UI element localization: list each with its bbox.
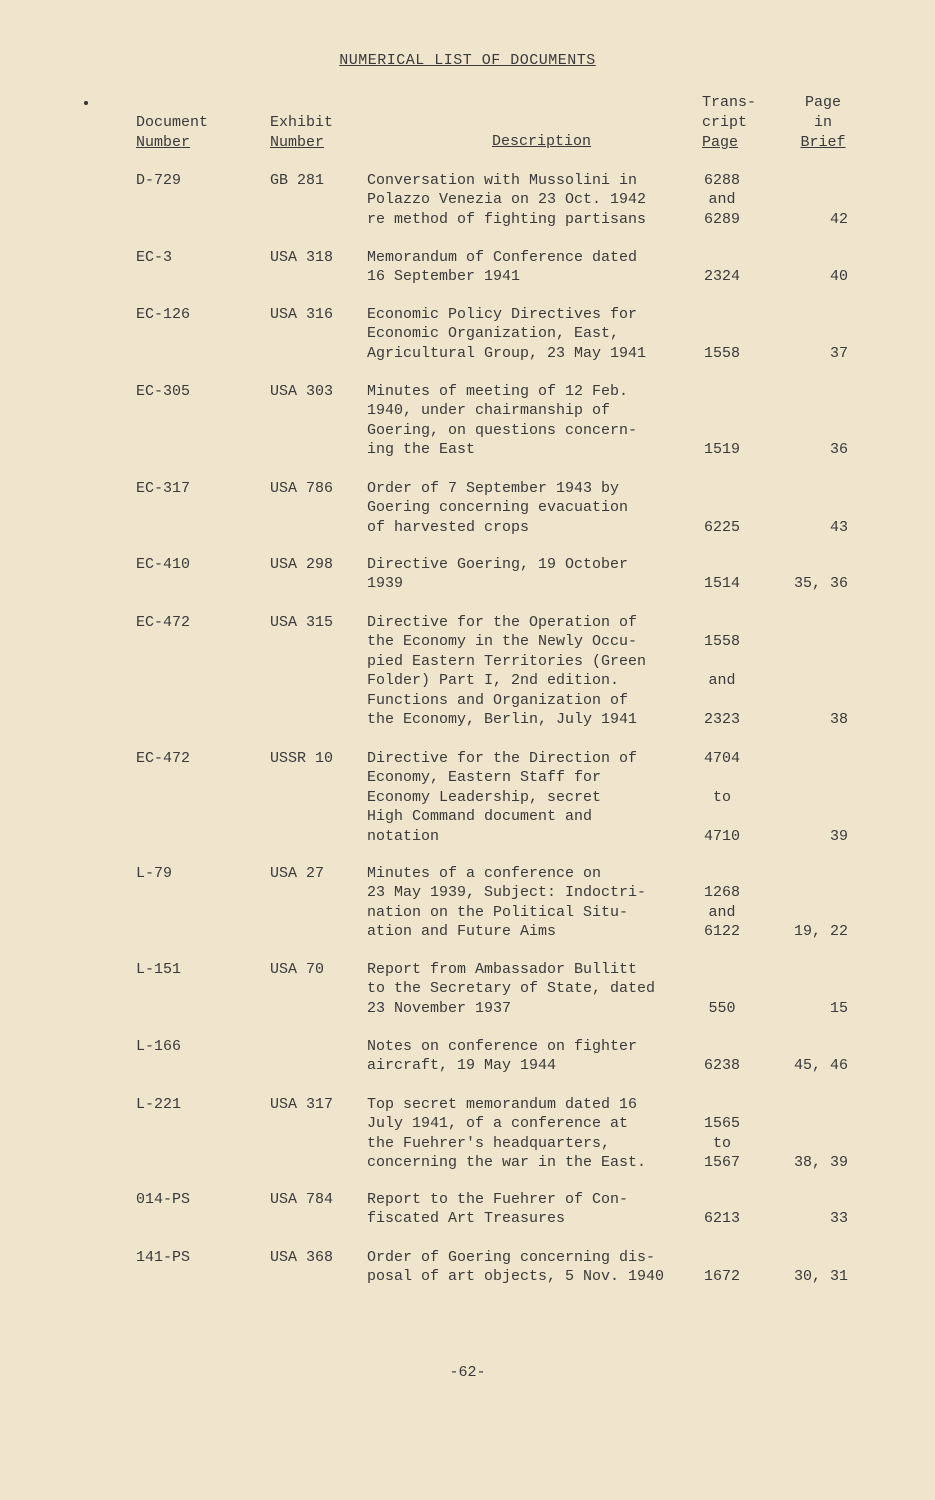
exhibit-number: GB 281 (270, 172, 325, 189)
description: Report from Ambassador Bullitt to the Secretary of State, dated 23 November 1937 (367, 961, 656, 1017)
page-in-brief: 42 (829, 210, 848, 228)
description: Economic Policy Directives for Economic Organization, East, Agricultural Group, 23 May 1941 (367, 306, 647, 362)
document-number: EC-410 (136, 556, 191, 573)
description: Order of Goering concerning dis- posal of art objects, 5 Nov. 1940 (367, 1249, 665, 1286)
transcript-page: 1514 (703, 575, 740, 593)
header-exhibit-number: Exhibit Number (270, 114, 334, 151)
description: Directive for the Operation of the Economy in the Newly Occu- pied Eastern Territories (Green Folder) Part I, 2nd edition. Functions and Organization of the Economy, Berlin, July 1941 (367, 614, 647, 729)
page-in-brief: 40 (829, 268, 848, 286)
exhibit-number: USA 298 (270, 556, 334, 573)
page-in-brief: 15 (829, 999, 848, 1017)
page-number: -62- (449, 1364, 486, 1381)
document-number: EC-305 (136, 383, 191, 400)
description: Order of 7 September 1943 by Goering concerning evacuation of harvested crops (367, 480, 629, 536)
document-number: EC-472 (136, 614, 191, 631)
description: Report to the Fuehrer of Con- fiscated Art Treasures (367, 1191, 629, 1228)
transcript-page: 1672 (703, 1268, 740, 1286)
transcript-page: 6225 (703, 518, 740, 536)
transcript-page: 2324 (703, 268, 740, 286)
page-in-brief: 30, 31 (793, 1268, 848, 1286)
description: Directive for the Direction of Economy, Eastern Staff for Economy Leadership, secret High Command document and notation (367, 750, 638, 845)
page-in-brief: 19, 22 (793, 923, 848, 941)
page-in-brief: 33 (829, 1210, 848, 1228)
speck-mark (84, 101, 88, 105)
transcript-page: 1268 and 6122 (703, 884, 740, 941)
document-number: EC-317 (136, 480, 191, 497)
exhibit-number: USA 318 (270, 249, 334, 266)
document-number: EC-472 (136, 750, 191, 767)
header-page-in-brief: Page in Brief (800, 94, 846, 151)
document-number: L-166 (136, 1038, 182, 1055)
page-title: NUMERICAL LIST OF DOCUMENTS (339, 52, 596, 69)
transcript-page: 6288 and 6289 (703, 172, 740, 228)
description: Directive Goering, 19 October 1939 (367, 556, 629, 593)
page-in-brief: 36 (829, 441, 848, 459)
exhibit-number: USA 317 (270, 1096, 334, 1113)
description: Minutes of meeting of 12 Feb. 1940, under chairmanship of Goering, on questions concern- ing the East (367, 383, 638, 459)
header-transcript-page: Trans- cript Page (702, 94, 757, 151)
document-number: 014-PS (136, 1191, 191, 1208)
transcript-page: 1565 to 1567 (703, 1115, 740, 1172)
document-number: EC-3 (136, 249, 173, 266)
transcript-page: 6213 (703, 1210, 740, 1228)
page-in-brief: 43 (829, 518, 848, 536)
transcript-page: 6238 (703, 1057, 740, 1075)
exhibit-number: USA 303 (270, 383, 334, 400)
page-in-brief: 45, 46 (793, 1057, 848, 1075)
header-description: Description (492, 133, 592, 150)
exhibit-number: USSR 10 (270, 750, 334, 767)
document-number: D-729 (136, 172, 182, 189)
document-number: 141-PS (136, 1249, 191, 1266)
document-number: L-79 (136, 865, 173, 882)
exhibit-number: USA 786 (270, 480, 334, 497)
document-number: L-221 (136, 1096, 182, 1113)
document-number: EC-126 (136, 306, 191, 323)
transcript-page: 1519 (703, 441, 740, 459)
page-in-brief: 39 (829, 827, 848, 845)
exhibit-number: USA 784 (270, 1191, 334, 1208)
description: Notes on conference on fighter aircraft, 19 May 1944 (367, 1038, 638, 1075)
document-number: L-151 (136, 961, 182, 978)
exhibit-number: USA 27 (270, 865, 325, 882)
description: Memorandum of Conference dated 16 September 1941 (367, 249, 638, 286)
page-in-brief: 38 (829, 711, 848, 729)
description: Conversation with Mussolini in Polazzo Venezia on 23 Oct. 1942 re method of fighting partisans (367, 172, 647, 228)
exhibit-number: USA 315 (270, 614, 334, 631)
exhibit-number: USA 70 (270, 961, 325, 978)
transcript-page: 1558 and 2323 (703, 633, 740, 729)
page-in-brief: 37 (829, 344, 848, 362)
transcript-page: 1558 (703, 344, 740, 362)
description: Top secret memorandum dated 16 July 1941, of a conference at the Fuehrer's headquarters, concerning the war in the East. (367, 1096, 647, 1172)
transcript-page: 4704 to 4710 (703, 750, 740, 845)
header-document-number: Document Number (136, 114, 209, 151)
page-in-brief: 35, 36 (793, 575, 848, 593)
page-in-brief: 38, 39 (793, 1154, 848, 1172)
transcript-page: 550 (708, 999, 736, 1017)
exhibit-number: USA 368 (270, 1249, 334, 1266)
description: Minutes of a conference on 23 May 1939, Subject: Indoctri- nation on the Political Situ- ation and Future Aims (367, 865, 647, 941)
exhibit-number: USA 316 (270, 306, 334, 323)
